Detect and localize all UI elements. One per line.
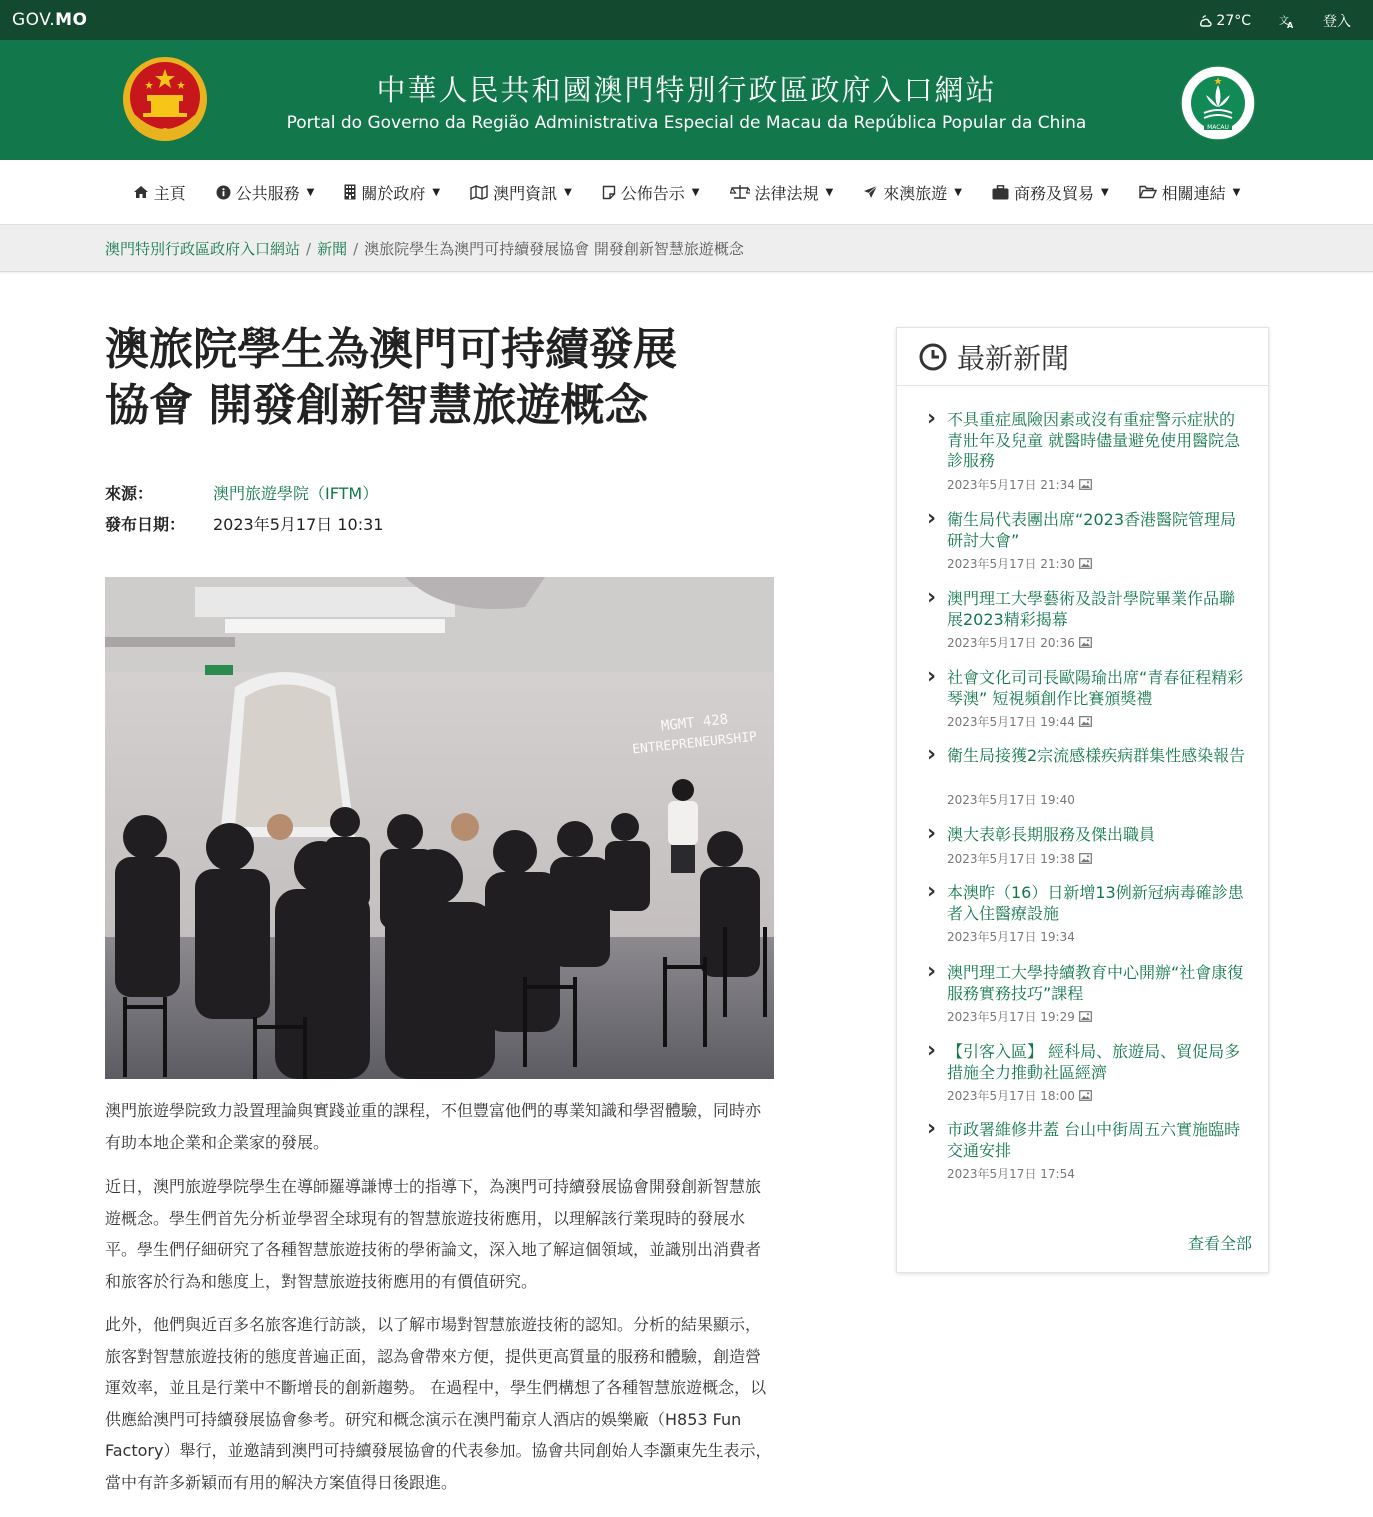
macau-emblem-icon[interactable] — [1180, 65, 1256, 141]
translate-icon — [1279, 13, 1295, 29]
news-date — [947, 713, 1092, 730]
logo-text-a: GOV. — [12, 10, 56, 30]
nav-label: 澳門資訊 — [493, 183, 558, 203]
nav-label: 相關連結 — [1161, 183, 1226, 203]
chevron-right-icon: › — [927, 742, 937, 767]
chevron-right-icon: › — [927, 959, 937, 984]
login-link[interactable]: 登入 — [1323, 14, 1351, 30]
news-date-text: 2023年5月17日 19:44 — [947, 715, 1075, 729]
nav-label: 主頁 — [153, 183, 186, 203]
folder-open-icon — [1139, 185, 1157, 199]
article-paragraph: 此外，他們與近百多名旅客進行訪談，以了解市場對智慧旅遊技術的認知。分析的結果顯示，旅客對智慧旅遊技術的態度普遍正面，認為會帶來方便，提供更高質量的服務和體驗，創造營運效率，並且是行業中不斷增長的創新趨勢。 在過程中，學生們構想了各種智慧旅遊概念，以供應給澳門可持續發展協會參考。研究和概念演示在澳門葡京人酒店的娛樂廠（H853 Fun Factory）舉行，並邀請到澳門可持續發展協會的代表參加。協會共同創始人李灝東先生表示，當中有許多新穎而有用的解決方案值得日後跟進。 — [105, 1315, 772, 1492]
chevron-right-icon: › — [927, 821, 937, 846]
projection-text-2: ENTREPRENEURSHIP — [631, 729, 758, 758]
nav-label: 商務及貿易 — [1013, 183, 1094, 203]
chevron-right-icon: › — [927, 406, 937, 431]
article-paragraph: 澳門旅遊學院致力設置理論與實踐並重的課程，不但豐富他們的專業知識和學習體驗，同時亦有助本地企業和企業家的發展。 — [105, 1101, 762, 1152]
svg-text:文: 文 — [1279, 16, 1289, 27]
news-date — [947, 476, 1092, 493]
info-icon — [216, 185, 231, 200]
news-date — [947, 1008, 1092, 1025]
nav-home[interactable] — [133, 181, 186, 204]
source-label: 來源： — [105, 484, 154, 503]
image-icon — [1079, 716, 1092, 727]
caret-down-icon: ▼ — [691, 186, 700, 198]
breadcrumb-home-link[interactable]: 澳門特別行政區政府入口網站 — [105, 240, 301, 258]
nav-label: 關於政府 — [361, 183, 426, 203]
latest-news-heading: 最新新聞 — [957, 341, 1070, 375]
image-icon — [1079, 637, 1092, 648]
news-title-link[interactable]: 澳大表彰長期服務及傑出職員 — [947, 825, 1156, 844]
image-icon — [1079, 558, 1092, 569]
language-button[interactable] — [1279, 13, 1295, 29]
news-title-link[interactable]: 澳門理工大學藝術及設計學院畢業作品聯展2023精彩揭幕 — [947, 589, 1236, 629]
source-link[interactable]: 澳門旅遊學院（IFTM） — [213, 484, 379, 503]
chevron-right-icon: › — [927, 664, 937, 689]
chevron-right-icon: › — [927, 1038, 937, 1063]
chevron-right-icon: › — [927, 879, 937, 904]
news-date — [947, 1087, 1092, 1104]
article-title — [105, 322, 785, 434]
article-paragraph: 近日，澳門旅遊學院學生在導師羅導謙博士的指導下，為澳門可持續發展協會開發創新智慧旅遊概念。學生們首先分析並學習全球現有的智慧旅遊技術應用，以理解該行業現時的發展水平。學生們仔細研究了各種智慧旅遊技術的學術論文，深入地了解這個領域，並識別出消費者和旅客於行為和態度上，對智慧旅遊技術應用的有價值研究。 — [105, 1177, 762, 1291]
news-date-text: 2023年5月17日 20:36 — [947, 636, 1075, 650]
logo-text-b: MO — [55, 10, 88, 30]
nav-public-services[interactable] — [216, 181, 315, 204]
caret-down-icon: ▼ — [1100, 186, 1109, 198]
briefcase-icon — [992, 185, 1009, 200]
news-title-link[interactable]: 澳門理工大學持續教育中心開辦“社會康復服務實務技巧”課程 — [947, 963, 1244, 1003]
chevron-right-icon: › — [927, 1116, 937, 1141]
nav-tourism[interactable] — [863, 181, 962, 204]
news-date — [947, 555, 1092, 572]
caret-down-icon: ▼ — [432, 186, 441, 198]
notice-icon — [602, 185, 616, 200]
building-icon — [344, 184, 356, 200]
svg-text:A: A — [1287, 21, 1294, 29]
caret-down-icon: ▼ — [1232, 186, 1241, 198]
news-date — [947, 791, 1075, 808]
latest-news-panel — [896, 327, 1269, 1273]
latest-news-header — [897, 328, 1268, 386]
breadcrumb-separator: / — [306, 240, 312, 258]
news-date — [947, 1165, 1075, 1182]
nav-label: 法律法規 — [754, 183, 819, 203]
breadcrumb-news-link[interactable]: 新聞 — [317, 240, 348, 258]
nav-business-trade[interactable] — [992, 181, 1109, 204]
site-title-chinese: 中華人民共和國澳門特別行政區政府入口網站 — [376, 73, 997, 107]
chevron-right-icon: › — [927, 506, 937, 531]
lecture-photo-image — [105, 577, 774, 1079]
date-value: 2023年5月17日 10:31 — [213, 515, 384, 534]
news-title-link[interactable]: 衛生局接獲2宗流感樣疾病群集性感染報告 — [947, 746, 1246, 765]
article-photo[interactable] — [105, 577, 774, 1079]
news-date — [947, 634, 1092, 651]
caret-down-icon: ▼ — [306, 186, 315, 198]
cloud-moon-icon — [1198, 14, 1212, 28]
news-title-link[interactable]: 不具重症風險因素或沒有重症警示症狀的青壯年及兒童 就醫時儘量避免使用醫院急診服務 — [947, 410, 1241, 470]
news-date — [947, 850, 1092, 867]
news-date-text: 2023年5月17日 21:34 — [947, 477, 1075, 492]
image-icon — [1079, 1090, 1092, 1101]
site-header — [0, 40, 1373, 160]
news-date-text: 2023年5月17日 17:54 — [947, 1167, 1075, 1181]
map-icon — [470, 185, 488, 200]
nav-label: 來澳旅遊 — [883, 183, 948, 203]
clock-icon — [919, 343, 947, 371]
breadcrumb-separator: / — [353, 240, 359, 258]
site-title-portuguese: Portal do Governo da Região Administrativa Especial de Macau da República Popular da China — [286, 113, 1087, 133]
caret-down-icon: ▼ — [954, 186, 962, 198]
weather-temp: 27°C — [1216, 13, 1251, 29]
article-title-line: 協會 開發創新智慧旅遊概念 — [105, 380, 649, 431]
nav-label: 公佈告示 — [620, 183, 685, 203]
main-nav — [0, 160, 1373, 224]
news-title-link[interactable]: 社會文化司司長歐陽瑜出席“青春征程精彩琴澳” 短視頻創作比賽頒獎禮 — [947, 668, 1244, 708]
gov-mo-logo[interactable] — [12, 10, 87, 30]
nav-macao-info[interactable] — [470, 181, 572, 204]
nav-notices[interactable] — [602, 181, 700, 204]
news-title-link[interactable]: 【引客入區】 經科局、旅遊局、貿促局多措施全力推動社區經濟 — [947, 1042, 1241, 1082]
caret-down-icon: ▼ — [564, 186, 572, 198]
top-bar — [0, 0, 1373, 40]
article-title-line: 澳旅院學生為澳門可持續發展 — [105, 324, 677, 375]
nav-about-government[interactable] — [344, 181, 440, 204]
image-icon — [1079, 479, 1092, 490]
news-date-text: 2023年5月17日 19:38 — [947, 851, 1075, 866]
news-date-text: 2023年5月17日 21:30 — [947, 557, 1075, 571]
news-date-text: 2023年5月17日 19:34 — [947, 930, 1075, 944]
nav-laws[interactable] — [730, 181, 834, 204]
plane-icon — [863, 185, 878, 200]
nav-label: 公共服務 — [235, 183, 300, 203]
news-date-text: 2023年5月17日 19:40 — [947, 793, 1075, 807]
breadcrumb — [0, 224, 1373, 272]
projection-text-1: MGMT 428 — [660, 711, 729, 735]
chevron-right-icon: › — [927, 585, 937, 610]
svg-text:MACAU: MACAU — [1207, 124, 1229, 131]
news-title-link[interactable]: 市政署維修井蓋 台山中街周五六實施臨時交通安排 — [947, 1120, 1241, 1160]
breadcrumb-current: 澳旅院學生為澳門可持續發展協會 開發創新智慧旅遊概念 — [364, 240, 744, 258]
home-icon — [133, 185, 149, 199]
nav-related-links[interactable] — [1139, 181, 1241, 204]
news-date-text: 2023年5月17日 18:00 — [947, 1089, 1075, 1103]
caret-down-icon: ▼ — [825, 186, 834, 198]
date-label: 發布日期： — [105, 515, 186, 534]
scale-icon — [730, 184, 750, 200]
image-icon — [1079, 1011, 1092, 1022]
weather-widget[interactable] — [1198, 13, 1251, 29]
news-date-text: 2023年5月17日 19:29 — [947, 1010, 1075, 1024]
news-title-link[interactable]: 本澳昨（16）日新增13例新冠病毒確診患者入住醫療設施 — [947, 883, 1244, 923]
image-icon — [1079, 853, 1092, 864]
news-date — [947, 928, 1075, 945]
view-all-link[interactable]: 查看全部 — [1187, 1234, 1252, 1253]
news-title-link[interactable]: 衛生局代表團出席“2023香港醫院管理局研討大會” — [947, 510, 1237, 550]
